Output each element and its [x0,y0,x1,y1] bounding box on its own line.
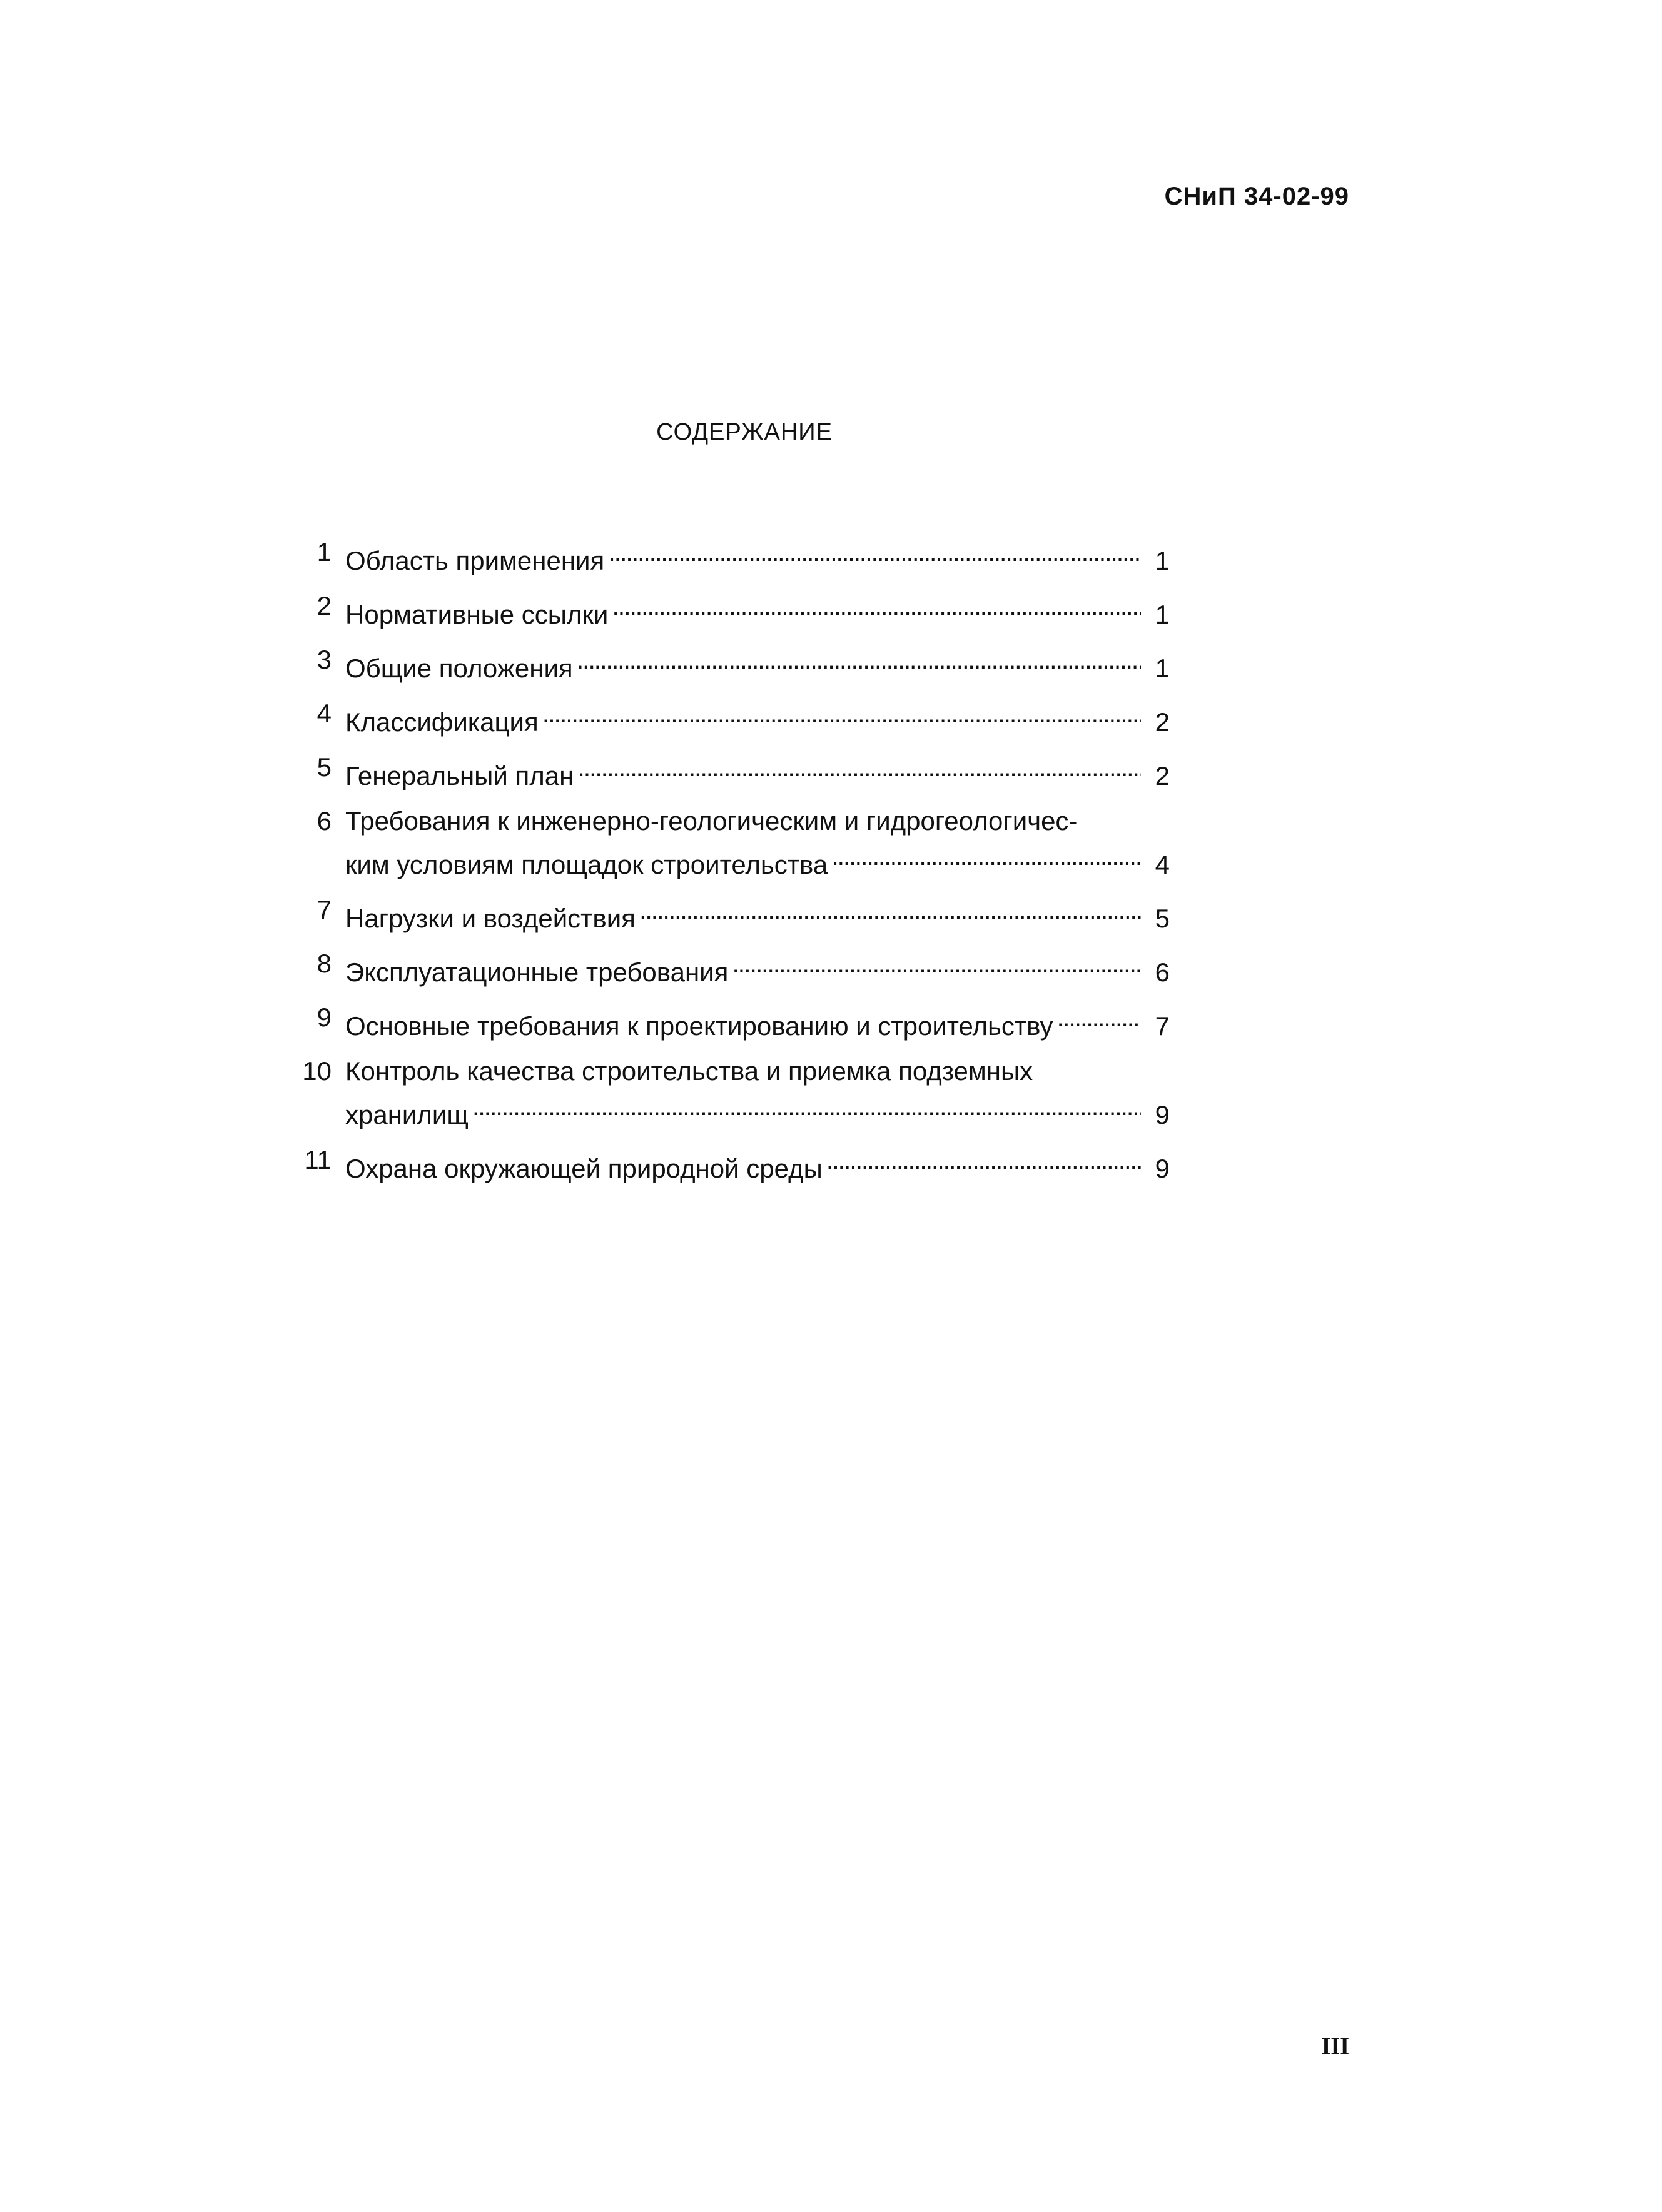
toc-entry-number: 6 [317,806,332,836]
toc-entry-line [345,892,1170,936]
toc-entry-title: Генеральный план [345,761,574,790]
toc-title: СОДЕРЖАНИЕ [656,419,833,445]
toc-entry-number: 3 [317,645,332,674]
toc-entry-title: Общие положения [345,654,573,683]
toc-leader-dots [826,1143,1141,1178]
toc-entry-title: ким условиям площадок строительства [345,850,828,879]
toc-entry-title: хранилищ [345,1100,469,1129]
toc-entry [294,804,1170,882]
toc-entry-page: 2 [1155,761,1170,790]
toc-entry-number: 7 [317,895,332,924]
toc-entry-number: 8 [317,949,332,978]
toc-entry-body [345,1054,1170,1133]
toc-entry-page: 9 [1155,1100,1170,1129]
toc-leader-dots [831,839,1141,874]
toc-entry [294,1143,1170,1186]
toc-entry-body [345,750,1170,794]
toc-entry [294,588,1170,632]
toc-entry-line [345,642,1170,686]
toc-entry-title: Классификация [345,707,539,737]
toc-entry-line [345,750,1170,794]
table-of-contents [294,535,1170,1196]
toc-entry-page: 1 [1155,546,1170,575]
toc-entry-page: 2 [1155,707,1170,737]
toc-entry [294,642,1170,686]
toc-entry-number: 1 [317,537,332,567]
toc-entry-page: 6 [1155,957,1170,987]
toc-leader-dots [1057,1000,1141,1035]
toc-leader-dots [608,535,1141,570]
toc-entry-title: Требования к инженерно-геологическим и гидрогеологичес- [345,806,1078,836]
toc-entry-line [345,1089,1170,1133]
toc-leader-dots [639,892,1141,927]
toc-entry-title: Охрана окружающей природной среды [345,1154,823,1183]
toc-entry [294,696,1170,740]
toc-entry-page: 5 [1155,904,1170,933]
toc-entry-page: 4 [1155,850,1170,879]
toc-entry-body [345,535,1170,578]
toc-entry-body [345,1143,1170,1186]
toc-entry-number: 2 [317,591,332,620]
toc-entry-line [345,839,1170,882]
toc-entry [294,750,1170,794]
toc-leader-dots [732,946,1141,981]
toc-entry-page: 7 [1155,1011,1170,1041]
toc-entry-number: 11 [304,1145,332,1174]
toc-entry-title: Контроль качества строительства и приемка подземных [345,1056,1033,1086]
toc-entry [294,1000,1170,1044]
toc-leader-dots [577,750,1141,785]
page-number: III [1321,2033,1349,2059]
toc-entry-body [345,642,1170,686]
toc-entry-title: Основные требования к проектированию и строительству [345,1011,1053,1041]
toc-entry-line [345,1054,1170,1089]
toc-entry-line [345,696,1170,740]
toc-entry-body [345,696,1170,740]
toc-entry-line [345,1143,1170,1186]
toc-entry-number: 5 [317,752,332,782]
toc-entry-title: Нагрузки и воздействия [345,904,636,933]
toc-entry-body [345,946,1170,990]
toc-entry [294,946,1170,990]
toc-entry-line [345,588,1170,632]
toc-entry-body [345,892,1170,936]
toc-entry-page: 9 [1155,1154,1170,1183]
toc-entry-number: 9 [317,1002,332,1032]
toc-entry-title: Нормативные ссылки [345,600,609,629]
toc-entry-body [345,804,1170,882]
toc-entry-title: Область применения [345,546,605,575]
toc-leader-dots [542,696,1141,731]
toc-entry-line [345,1000,1170,1044]
toc-entry [294,1054,1170,1133]
toc-entry-body [345,1000,1170,1044]
toc-entry-page: 1 [1155,654,1170,683]
toc-entry-page: 1 [1155,600,1170,629]
toc-leader-dots [612,588,1141,624]
document-code: СНиП 34-02-99 [1164,183,1349,210]
toc-entry [294,892,1170,936]
toc-entry-line [345,804,1170,839]
toc-leader-dots [577,642,1141,677]
toc-entry-number: 10 [302,1056,332,1086]
toc-entry-number: 4 [317,699,332,728]
toc-entry-title: Эксплуатационные требования [345,957,729,987]
toc-leader-dots [472,1089,1141,1124]
toc-entry-body [345,588,1170,632]
toc-entry [294,535,1170,578]
toc-entry-line [345,535,1170,578]
toc-entry-line [345,946,1170,990]
